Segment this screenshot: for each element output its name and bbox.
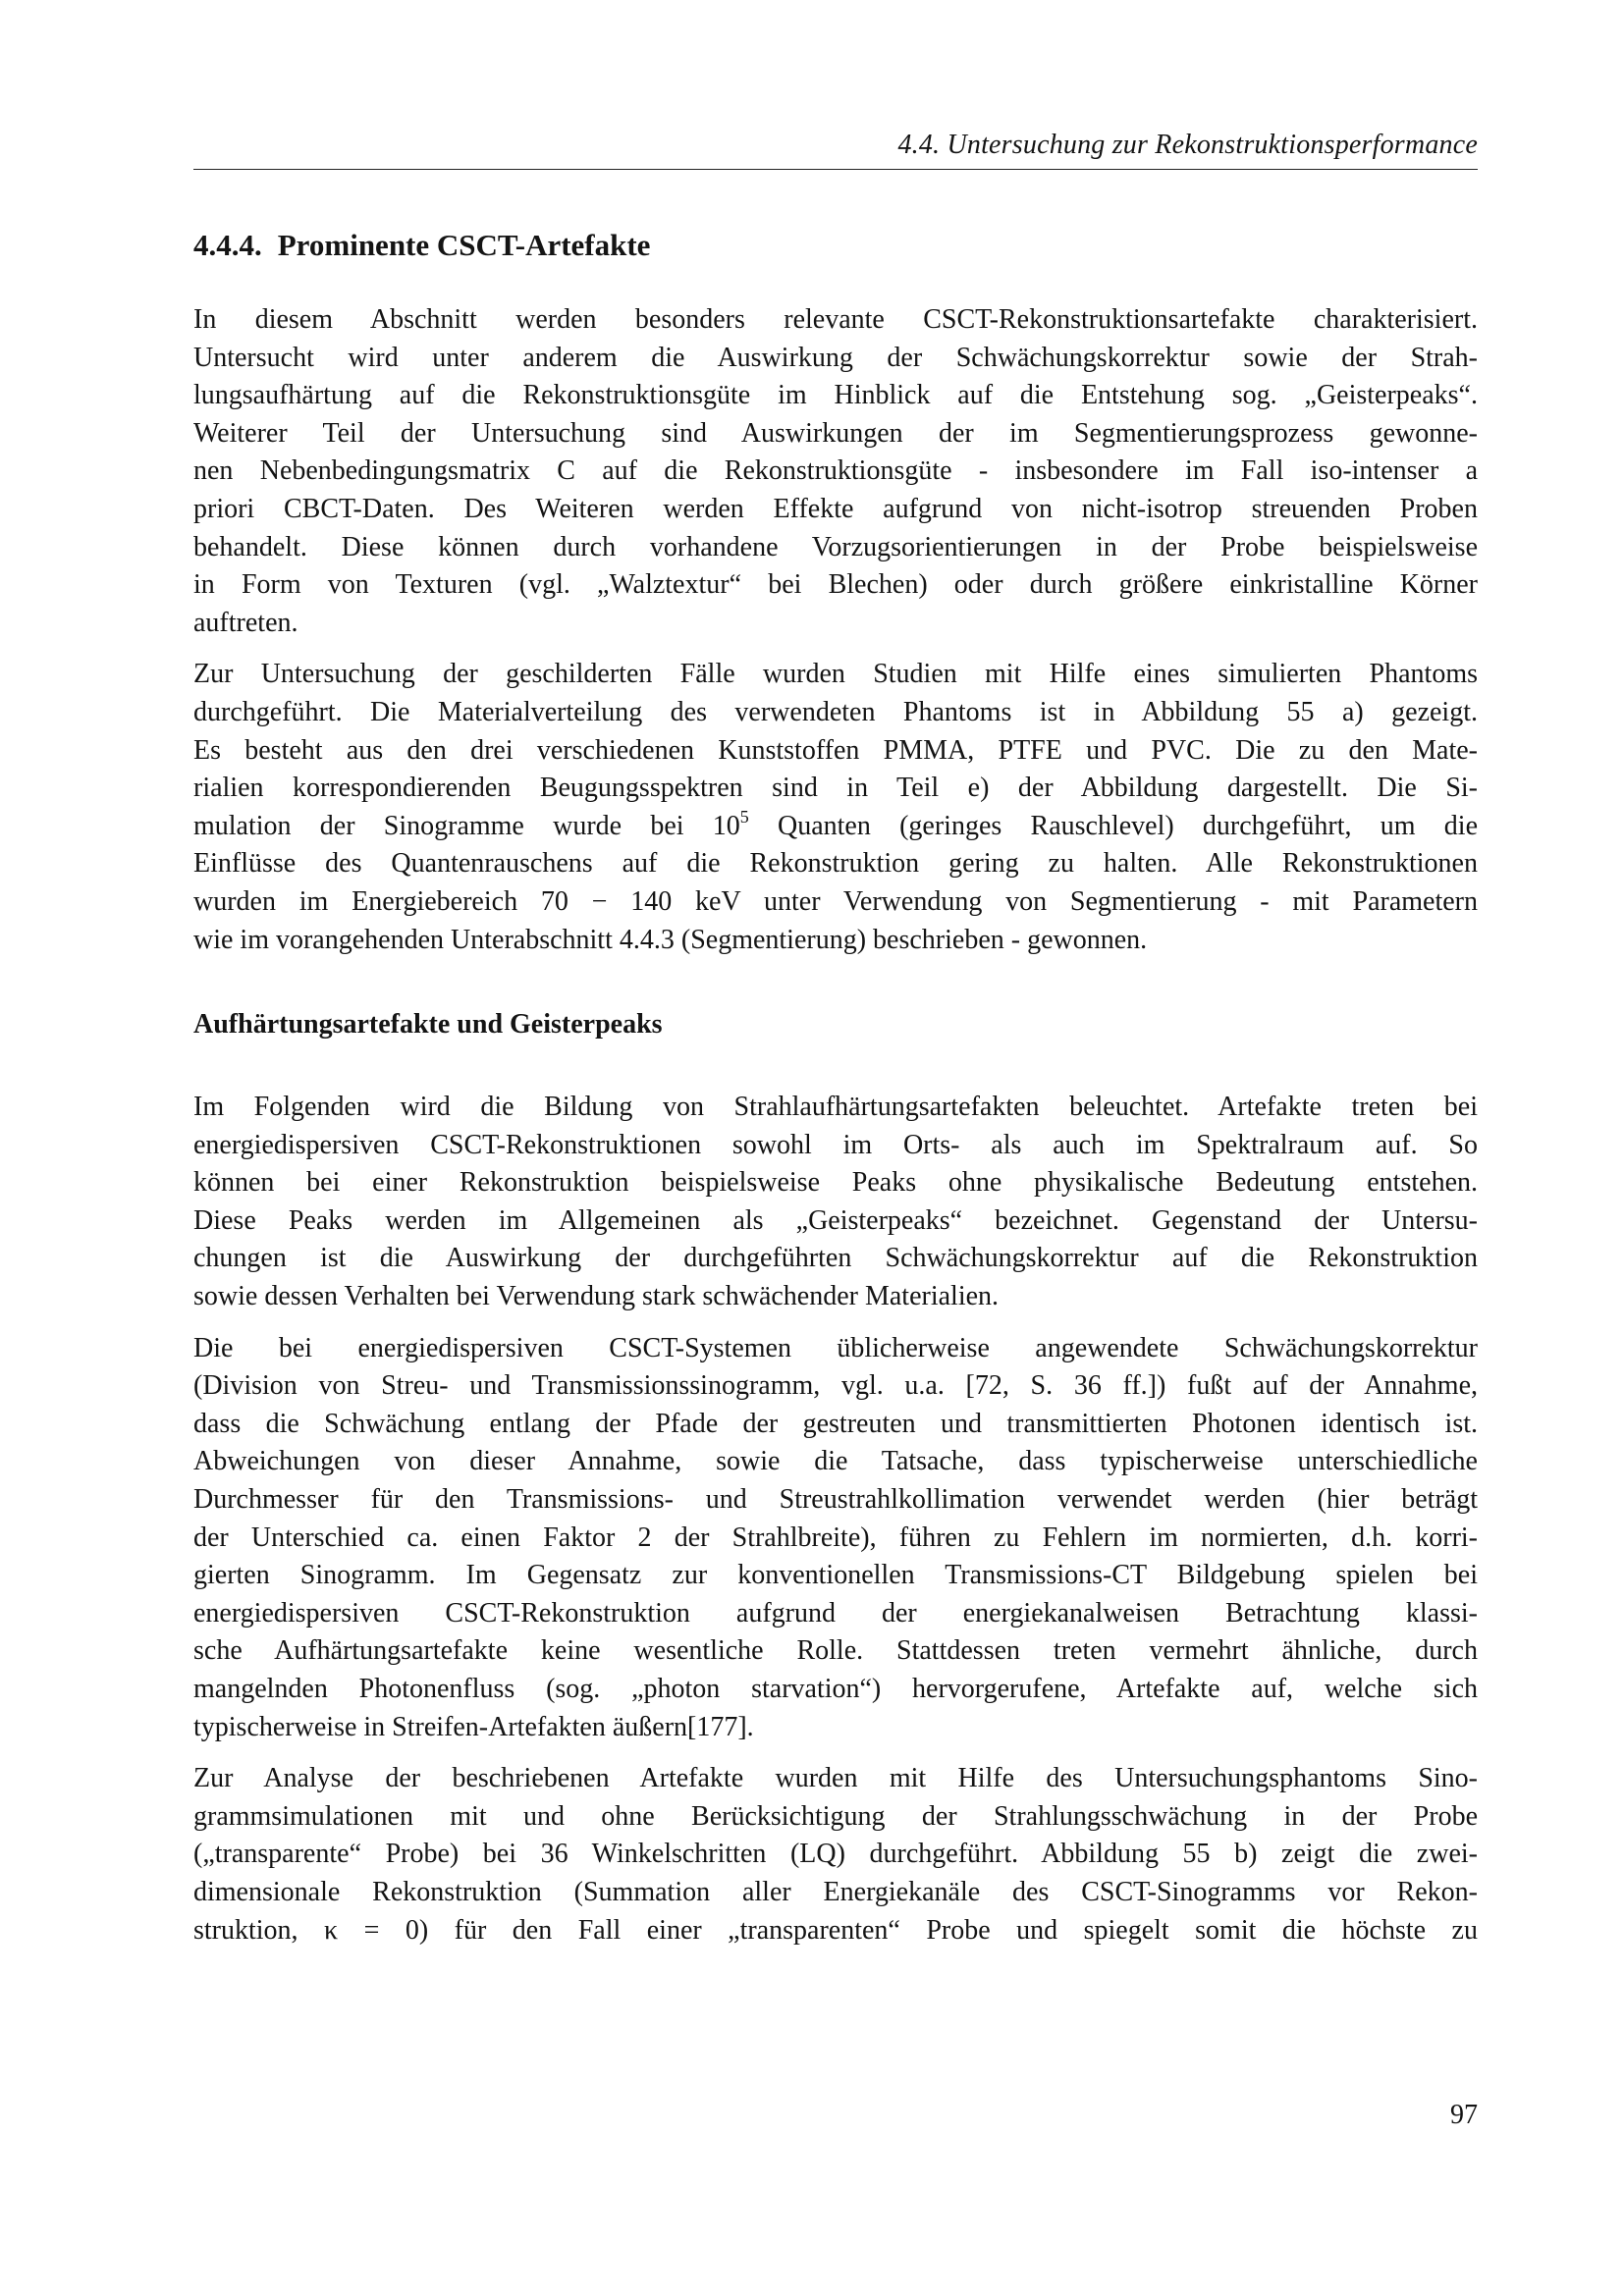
running-header: 4.4. Untersuchung zur Rekonstruktionsperformance (897, 130, 1478, 160)
text-line: energiedispersiven CSCT-Rekonstruktionen sowohl im Orts- als auch im Spektralraum auf. So (193, 1129, 1478, 1160)
text-line: Zur Untersuchung der geschilderten Fälle wurden Studien mit Hilfe eines simulierten Phantoms (193, 659, 1478, 690)
text-line: Weiterer Teil der Untersuchung sind Auswirkungen der im Segmentierungsprozess gewonne- (193, 417, 1478, 449)
text-line: Untersucht wird unter anderem die Auswirkung der Schwächungskorrektur sowie der Strah- (193, 342, 1478, 373)
section-title: Prominente CSCT-Artefakte (277, 228, 651, 262)
text-fragment: Quanten (geringes Rauschlevel) durchgeführt, um die (748, 810, 1478, 841)
section-heading (193, 226, 1478, 265)
text-line: durchgeführt. Die Materialverteilung des verwendeten Phantoms ist in Abbildung 55 a) gezeigt. (193, 696, 1478, 727)
subsection-heading: Aufhärtungsartefakte und Geisterpeaks (193, 1009, 663, 1041)
text-line: priori CBCT-Daten. Des Weiteren werden Effekte aufgrund von nicht-isotrop streuenden Proben (193, 493, 1478, 524)
text-line: in Form von Texturen (vgl. „Walztextur“ bei Blechen) oder durch größere einkristalline Körner (193, 569, 1478, 601)
text-line: („transparente“ Probe) bei 36 Winkelschritten (LQ) durchgeführt. Abbildung 55 b) zeigt die zwei- (193, 1839, 1478, 1870)
text-line: auftreten. (193, 607, 298, 638)
text-line: nen Nebenbedingungsmatrix C auf die Rekonstruktionsgüte - insbesondere im Fall iso-intenser a (193, 455, 1478, 487)
text-line: energiedispersiven CSCT-Rekonstruktion aufgrund der energiekanalweisen Betrachtung klassi- (193, 1597, 1478, 1629)
text-line: struktion, κ = 0) für den Fall einer „transparenten“ Probe und spiegelt somit die höchste zu (193, 1914, 1478, 1946)
text-line: behandelt. Diese können durch vorhandene Vorzugsorientierungen in der Probe beispielsweise (193, 531, 1478, 562)
text-line: sowie dessen Verhalten bei Verwendung stark schwächender Materialien. (193, 1281, 1000, 1312)
text-line: der Unterschied ca. einen Faktor 2 der Strahlbreite), führen zu Fehlern im normierten, d.h. korri- (193, 1522, 1478, 1553)
text-line: wurden im Energiebereich 70 − 140 keV unter Verwendung von Segmentierung - mit Parametern (193, 885, 1478, 917)
text-line: Es besteht aus den drei verschiedenen Kunststoffen PMMA, PTFE und PVC. Die zu den Mate- (193, 734, 1478, 766)
text-line: Zur Analyse der beschriebenen Artefakte wurden mit Hilfe des Untersuchungsphantoms Sino- (193, 1763, 1478, 1794)
paragraph (193, 656, 1478, 959)
text-line: chungen ist die Auswirkung der durchgeführten Schwächungskorrektur auf die Rekonstruktion (193, 1243, 1478, 1274)
text-line-with-superscript (193, 808, 1478, 846)
text-line: Einflüsse des Quantenrauschens auf die Rekonstruktion gering zu halten. Alle Rekonstruktionen (193, 848, 1478, 880)
paragraph (193, 1089, 1478, 1316)
text-line: typischerweise in Streifen-Artefakten äußern[177]. (193, 1711, 754, 1742)
main-content (193, 226, 1478, 1963)
text-line: gierten Sinogramm. Im Gegensatz zur konventionellen Transmissions-CT Bildgebung spielen bei (193, 1560, 1478, 1591)
text-line: Die bei energiedispersiven CSCT-Systemen üblicherweise angewendete Schwächungskorrektur (193, 1332, 1478, 1363)
text-line: grammsimulationen mit und ohne Berücksichtigung der Strahlungsschwächung in der Probe (193, 1800, 1478, 1832)
text-line: Durchmesser für den Transmissions- und Streustrahlkollimation verwendet werden (hier beträgt (193, 1484, 1478, 1516)
text-line: Diese Peaks werden im Allgemeinen als „Geisterpeaks“ bezeichnet. Gegenstand der Untersu- (193, 1204, 1478, 1236)
text-line: lungsaufhärtung auf die Rekonstruktionsgüte im Hinblick auf die Entstehung sog. „Geisterpeaks“. (193, 380, 1478, 411)
paragraph (193, 1330, 1478, 1747)
paragraph (193, 301, 1478, 642)
text-line: Im Folgenden wird die Bildung von Strahlaufhärtungsartefakten beleuchtet. Artefakte treten bei (193, 1092, 1478, 1123)
superscript-exponent: 5 (739, 806, 749, 827)
text-line: dass die Schwächung entlang der Pfade der gestreuten und transmittierten Photonen identisch ist. (193, 1408, 1478, 1439)
text-line: dimensionale Rekonstruktion (Summation aller Energiekanäle des CSCT-Sinogramms vor Rekon- (193, 1876, 1478, 1907)
page-number: 97 (1450, 2100, 1478, 2130)
text-line: sche Aufhärtungsartefakte keine wesentliche Rolle. Stattdessen treten vermehrt ähnliche, durch (193, 1635, 1478, 1667)
text-line: können bei einer Rekonstruktion beispielsweise Peaks ohne physikalische Bedeutung entstehen. (193, 1167, 1478, 1199)
header-rule (193, 169, 1478, 170)
text-line: rialien korrespondierenden Beugungsspektren sind in Teil e) der Abbildung dargestellt. Die Si- (193, 773, 1478, 804)
text-fragment: mulation der Sinogramme wurde bei 10 (193, 810, 740, 841)
text-line: (Division von Streu- und Transmissionssinogramm, vgl. u.a. [72, S. 36 ff.]) fußt auf der Annahme, (193, 1370, 1478, 1402)
text-line: mangelnden Photonenfluss (sog. „photon starvation“) hervorgerufene, Artefakte auf, welche sich (193, 1674, 1478, 1704)
text-line: In diesem Abschnitt werden besonders relevante CSCT-Rekonstruktionsartefakte charakterisiert. (193, 304, 1478, 335)
text-line: Abweichungen von dieser Annahme, sowie die Tatsache, dass typischerweise unterschiedliche (193, 1446, 1478, 1477)
section-number: 4.4.4. (193, 228, 262, 262)
text-line: wie im vorangehenden Unterabschnitt 4.4.3 (Segmentierung) beschrieben - gewonnen. (193, 924, 1148, 955)
paragraph (193, 1760, 1478, 1949)
